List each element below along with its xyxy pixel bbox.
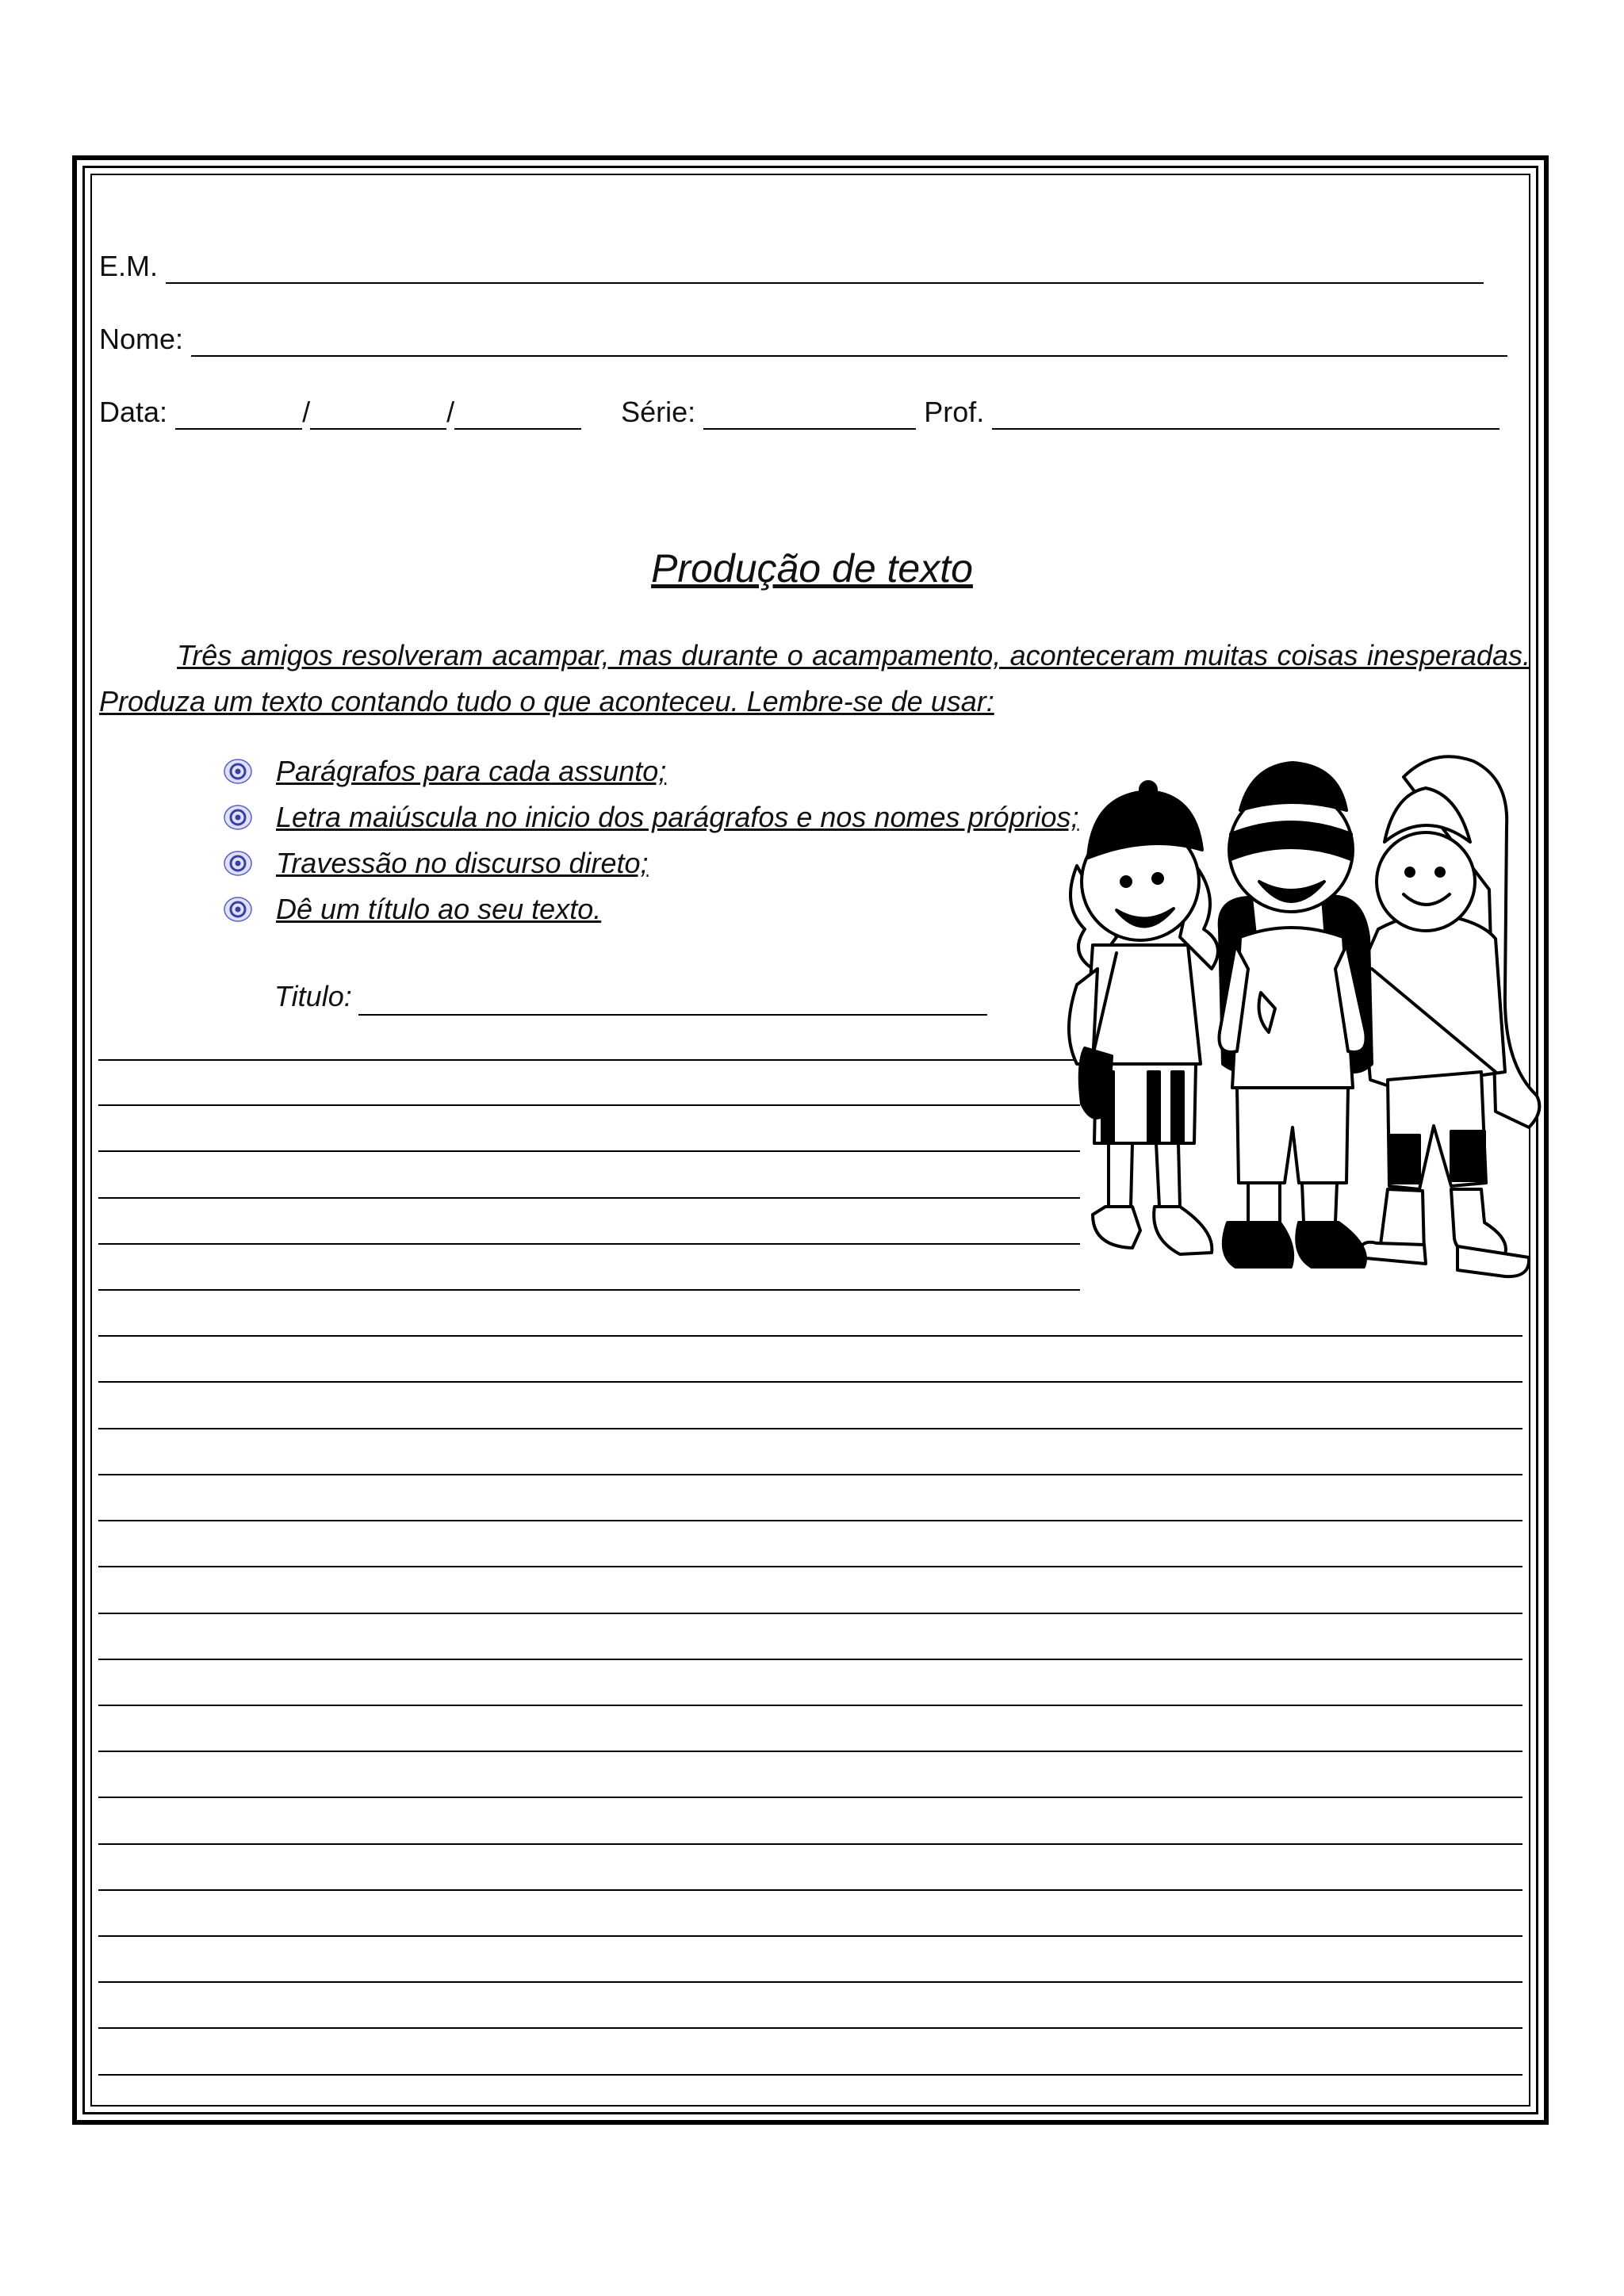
writing-line[interactable] <box>98 1289 1080 1291</box>
writing-line[interactable] <box>98 1566 1522 1567</box>
tip-text: Letra maiúscula no inicio dos parágrafos e nos nomes próprios; <box>276 801 1079 833</box>
writing-line[interactable] <box>98 2074 1522 2076</box>
writing-line[interactable] <box>98 1659 1522 1660</box>
writing-line[interactable] <box>98 1751 1522 1752</box>
writing-line[interactable] <box>98 1797 1522 1798</box>
writing-line[interactable] <box>98 1381 1522 1383</box>
titulo-label: Titulo: <box>274 980 352 1012</box>
writing-line[interactable] <box>98 1059 1080 1061</box>
writing-line[interactable] <box>98 1889 1522 1891</box>
writing-line[interactable] <box>98 1474 1522 1475</box>
page-title: Produção de texto <box>651 546 973 591</box>
writing-line[interactable] <box>98 1243 1080 1245</box>
three-campers-illustration <box>1061 731 1553 1318</box>
writing-line[interactable] <box>98 1150 1080 1152</box>
spiral-bullet-icon <box>224 897 252 922</box>
em-label: E.M. <box>99 250 159 282</box>
date-year-line[interactable] <box>454 400 581 430</box>
kid-middle-shoe-right <box>1297 1223 1365 1267</box>
nome-input-line[interactable] <box>191 327 1507 357</box>
spiral-bullet-icon <box>224 759 252 784</box>
intro-paragraph: Três amigos resolveram acampar, mas durante o acampamento, aconteceram muitas coisas inesperadas. Produza um texto contando tudo o que aconteceu. Lembre-se de usar: <box>99 639 1530 718</box>
em-field <box>99 249 1484 284</box>
writing-line[interactable] <box>98 1981 1522 1983</box>
kid-middle-shoe-left <box>1224 1223 1293 1267</box>
spiral-bullet-icon <box>224 851 252 876</box>
writing-line[interactable] <box>98 1705 1522 1706</box>
writing-line[interactable] <box>98 1335 1522 1337</box>
data-label: Data: <box>99 396 168 428</box>
writing-line[interactable] <box>98 1428 1522 1429</box>
writing-line[interactable] <box>98 2027 1522 2029</box>
serie-input-line[interactable] <box>703 400 916 430</box>
tip-text: Travessão no discurso direto; <box>276 847 649 879</box>
date-day-line[interactable] <box>175 400 302 430</box>
serie-label: Série: <box>621 396 696 428</box>
writing-line[interactable] <box>98 1197 1080 1199</box>
tip-text: Parágrafos para cada assunto; <box>276 755 667 787</box>
writing-line[interactable] <box>98 1843 1522 1845</box>
writing-line[interactable] <box>98 1613 1522 1614</box>
nome-field <box>99 322 1507 357</box>
tip-text: Dê um título ao seu texto. <box>276 893 602 925</box>
writing-line[interactable] <box>98 1935 1522 1937</box>
titulo-input-line[interactable] <box>358 1014 987 1016</box>
spiral-bullet-icon <box>224 805 252 830</box>
prof-label: Prof. <box>924 396 985 428</box>
kid-left-bag <box>1080 1048 1112 1118</box>
em-input-line[interactable] <box>166 254 1484 284</box>
nome-label: Nome: <box>99 323 184 355</box>
data-serie-prof-row <box>99 395 1500 430</box>
prof-input-line[interactable] <box>992 400 1500 430</box>
date-month-line[interactable] <box>310 400 446 430</box>
writing-line[interactable] <box>98 1520 1522 1521</box>
writing-line[interactable] <box>98 1104 1080 1106</box>
date-separator-1: / <box>302 396 311 428</box>
date-separator-2: / <box>446 396 455 428</box>
